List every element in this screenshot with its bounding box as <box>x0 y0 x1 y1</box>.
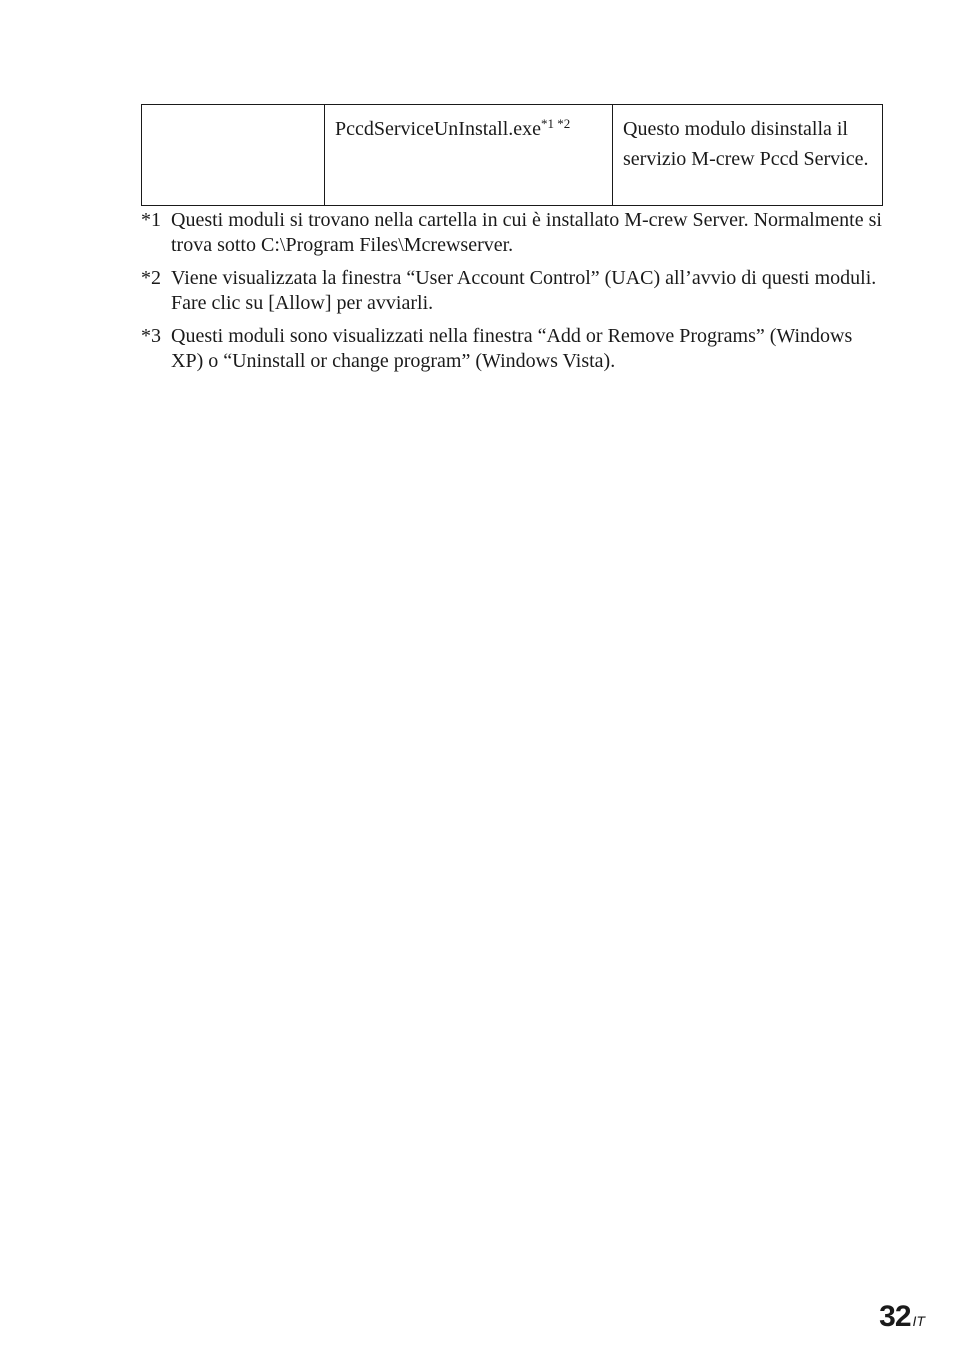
category-cell <box>142 105 325 206</box>
footnote-2 <box>141 266 886 316</box>
module-description-cell: Questo modulo disinstalla il servizio M-crew Pccd Service. <box>613 105 883 206</box>
footnote-text: Questi moduli sono visualizzati nella finestra “Add or Remove Programs” (Windows XP) o “Uninstall or change program” (Windows Vista). <box>171 325 853 372</box>
footnote-text: Viene visualizzata la finestra “User Account Control” (UAC) all’avvio di questi moduli. Fare clic su [Allow] per avviarli. <box>171 267 877 314</box>
footnote-3 <box>141 324 886 374</box>
footnote-1 <box>141 208 886 258</box>
footnote-mark: *3 <box>141 325 161 347</box>
footnote-mark: *2 <box>141 267 161 289</box>
table-row <box>142 105 883 206</box>
page-number-value: 32 <box>879 1300 911 1333</box>
module-name-cell <box>325 105 613 206</box>
footnotes <box>141 208 886 382</box>
module-name: PccdServiceUnInstall.exe <box>335 118 542 140</box>
module-table <box>141 104 883 206</box>
module-footnote-ref: *1 *2 <box>541 116 571 131</box>
footnote-mark: *1 <box>141 209 161 231</box>
page-language-code: IT <box>912 1313 925 1329</box>
page-number <box>879 1300 925 1334</box>
footnote-text: Questi moduli si trovano nella cartella in cui è installato M-crew Server. Normalmente si trova sotto C:\Program Files\Mcrewserver. <box>171 209 882 256</box>
